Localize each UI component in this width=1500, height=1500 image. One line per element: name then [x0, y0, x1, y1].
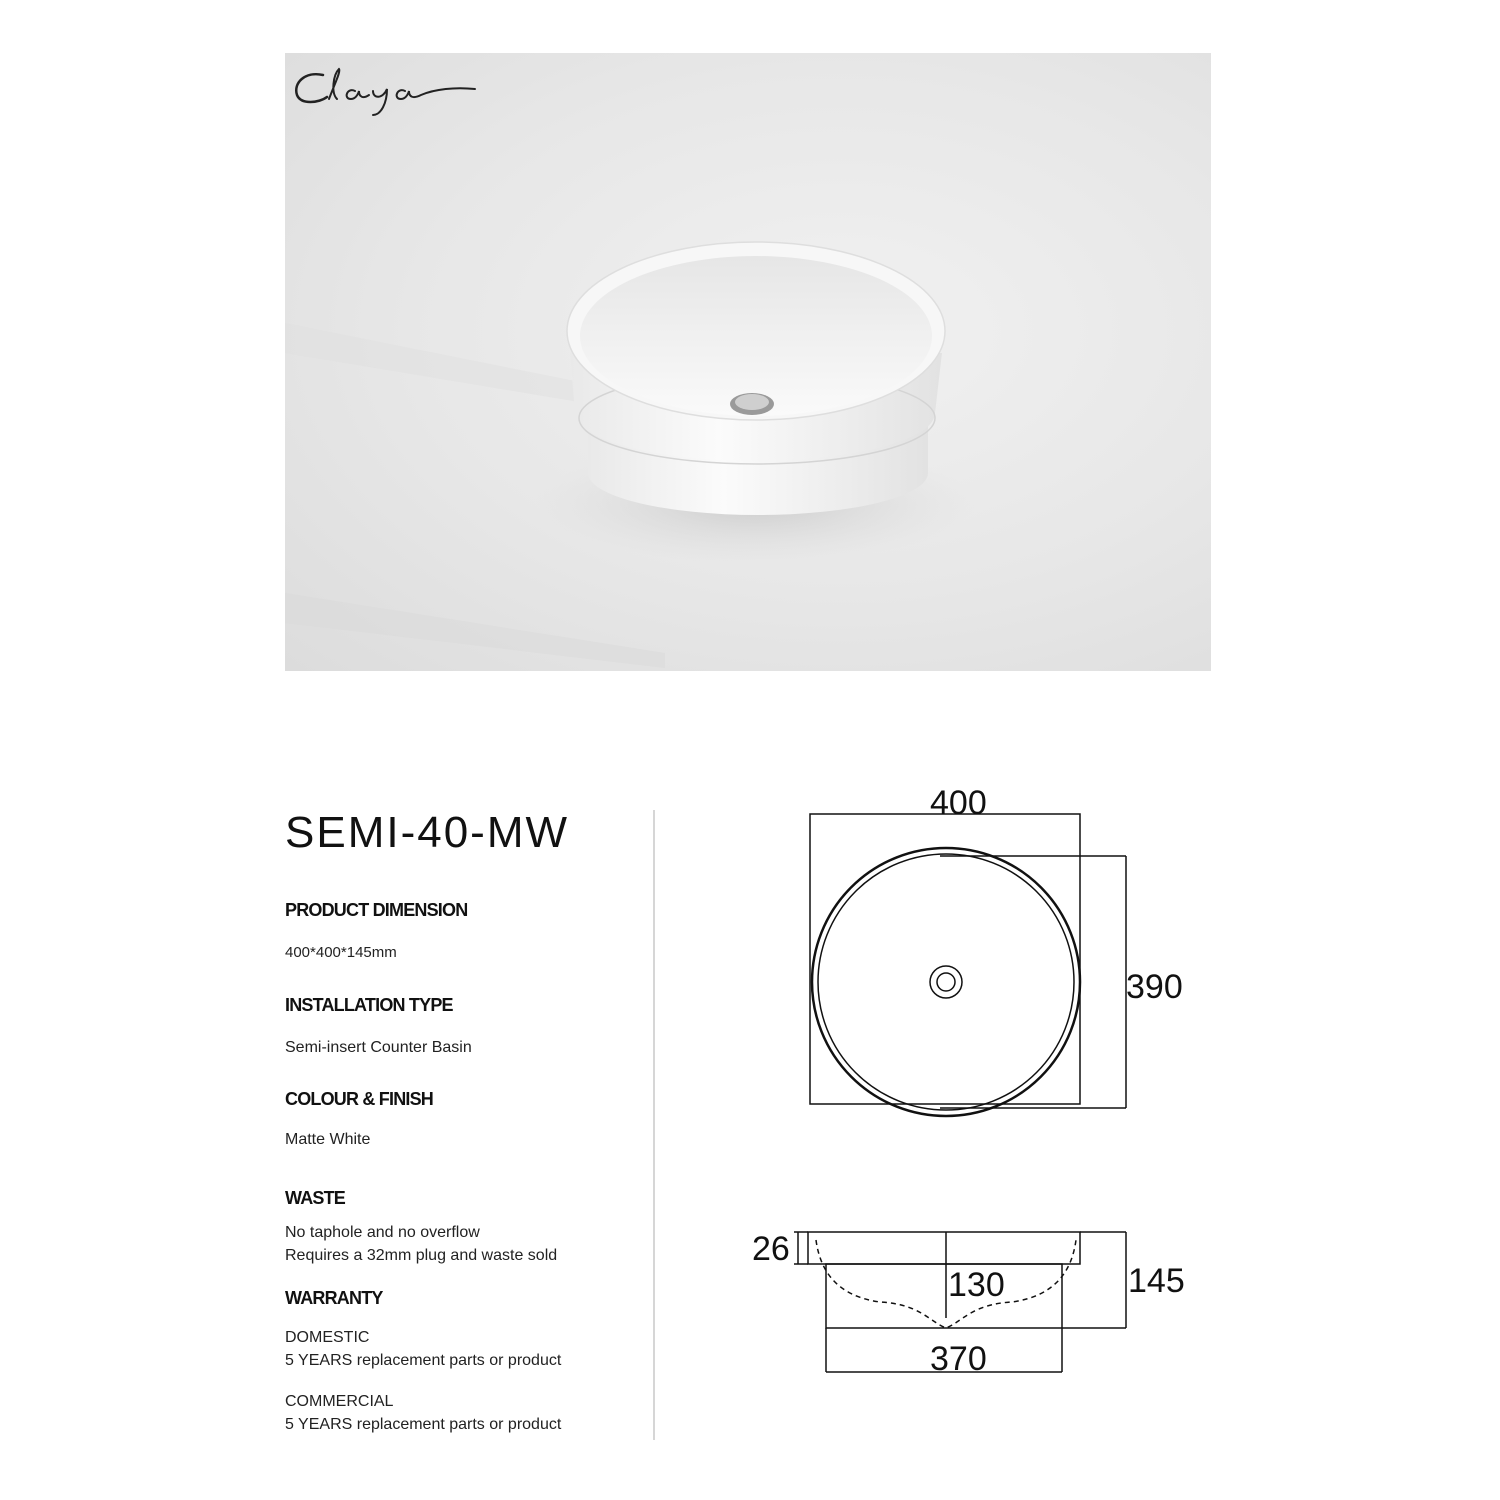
warranty-commercial-title: COMMERCIAL	[285, 1393, 394, 1410]
warranty-domestic-text: 5 YEARS replacement parts or product	[285, 1352, 562, 1369]
column-divider	[653, 810, 655, 1440]
spec-value-colour: Matte White	[285, 1131, 371, 1148]
drain-outer-circle	[930, 966, 962, 998]
product-photo	[285, 53, 1211, 671]
spec-label-dimension: PRODUCT DIMENSION	[285, 900, 468, 920]
dim-label-400: 400	[930, 784, 987, 822]
technical-drawing	[740, 770, 1210, 1390]
warranty-commercial-text: 5 YEARS replacement parts or product	[285, 1416, 562, 1433]
brand-logo	[285, 53, 485, 123]
product-sku: SEMI-40-MW	[285, 808, 569, 857]
spec-value-waste-line1: No taphole and no overflow	[285, 1224, 480, 1241]
dim-label-145: 145	[1128, 1262, 1185, 1300]
dim-label-370: 370	[930, 1340, 987, 1378]
basin-photo-illustration	[285, 53, 1211, 671]
dim-label-390: 390	[1126, 968, 1183, 1006]
spec-label-colour: COLOUR & FINISH	[285, 1089, 433, 1109]
spec-label-waste: WASTE	[285, 1188, 346, 1208]
spec-value-dimension: 400*400*145mm	[285, 944, 397, 961]
top-view-bounding-box	[810, 814, 1080, 1104]
warranty-domestic-title: DOMESTIC	[285, 1329, 370, 1346]
dim-label-130: 130	[948, 1266, 1005, 1304]
basin-inner-circle	[818, 854, 1074, 1110]
drain-inner-circle	[937, 973, 955, 991]
dim-label-26: 26	[752, 1230, 790, 1268]
spec-value-installation: Semi-insert Counter Basin	[285, 1039, 472, 1056]
side-view-body	[826, 1264, 1062, 1328]
side-view-rim	[808, 1232, 1080, 1264]
spec-label-installation: INSTALLATION TYPE	[285, 995, 453, 1015]
spec-label-warranty: WARRANTY	[285, 1288, 383, 1308]
spec-value-waste-line2: Requires a 32mm plug and waste sold	[285, 1247, 558, 1264]
basin-outer-circle	[812, 848, 1080, 1116]
